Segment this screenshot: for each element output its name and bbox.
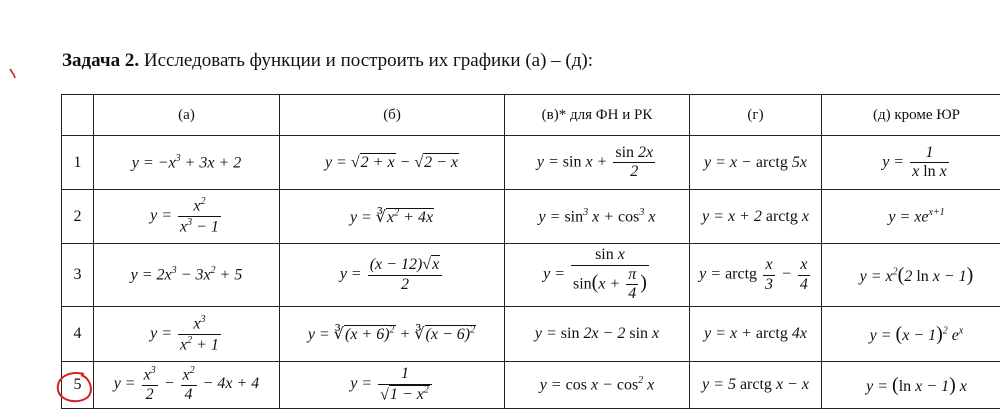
formula-3e: $y = x^2(2$ ln x − 1) xyxy=(822,244,1000,307)
formula-5b: y = $\frac{1}{√1 - x^2}$ xyxy=(280,362,505,409)
header-num xyxy=(62,95,94,136)
formula-1e: y = $\frac{1}{\text{x ln x}}$ xyxy=(822,136,1000,190)
formula-1d: y = x − arctg 5x xyxy=(690,136,822,190)
formula-1a: $y = -x^3 + 3x + 2$ xyxy=(94,136,280,190)
formula-5e: y = (ln x − 1) x xyxy=(822,362,1000,409)
formula-2a: y = $\frac{x^2}{x^3 - 1}$ xyxy=(94,190,280,244)
task-label: Задача 2. xyxy=(62,50,140,71)
header-e: (д) кроме ЮР xyxy=(822,95,1000,136)
formula-5c: $y = \cos x - \cos^2 x$ xyxy=(505,362,690,409)
formula-2c: $y = \sin^3 x + \cos^3 x$ xyxy=(505,190,690,244)
formula-4d: y = x + arctg 4x xyxy=(690,307,822,362)
formula-1b: y = √2 + x − √2 − x xyxy=(280,136,505,190)
formula-5a: y = $\frac{x^3}{2}$ − $\frac{x^2}{4}$ − 4x + 4 xyxy=(94,362,280,409)
formula-4c: y = sin 2x − 2 sin x xyxy=(505,307,690,362)
row-number: 5 xyxy=(62,362,94,409)
table-row xyxy=(62,307,1000,362)
table-row xyxy=(62,362,1000,409)
table-row xyxy=(62,190,1000,244)
task-text: Исследовать функции и построить их графики (а) – (д): xyxy=(143,50,594,71)
row-number: 3 xyxy=(62,244,94,307)
formula-3b: y = $\frac{(x - 12)√x}{2}$ xyxy=(280,244,505,307)
formula-2d: y = x + 2 arctg x xyxy=(690,190,822,244)
red-tick-mark xyxy=(8,66,20,80)
task-title xyxy=(62,50,593,72)
table-row xyxy=(62,136,1000,190)
formula-2b: $y = ∛x^2 + 4x$ xyxy=(280,190,505,244)
formula-2e: $y = xe^{x+1}$ xyxy=(822,190,1000,244)
formula-4a: y = $\frac{x^3}{x^2 + 1}$ xyxy=(94,307,280,362)
header-c: (в)* для ФН и РК xyxy=(505,95,690,136)
task-table xyxy=(61,94,1000,409)
header-d: (г) xyxy=(690,95,822,136)
formula-4b: y = ∛(x + 6)$^2$ + ∛(x − 6)$^2$ xyxy=(280,307,505,362)
table-header-row xyxy=(62,95,1000,136)
formula-3d: y = arctg $\frac{x}{3}$ − $\frac{x}{4}$ xyxy=(690,244,822,307)
formula-3a: $y = 2x^3 - 3x^2 + 5$ xyxy=(94,244,280,307)
row-number: 2 xyxy=(62,190,94,244)
formula-3c: y = sin x sin(x + $\frac{\pi}{4}$ ) xyxy=(505,244,690,307)
formula-1c: y = sin x + $\frac{\sin 2x}{2}$ xyxy=(505,136,690,190)
header-a: (а) xyxy=(94,95,280,136)
table-row xyxy=(62,244,1000,307)
row-number: 1 xyxy=(62,136,94,190)
formula-4e: $y = (x - 1)^2$ $e^x$ xyxy=(822,307,1000,362)
row-number: 4 xyxy=(62,307,94,362)
formula-5d: y = 5 arctg x − x xyxy=(690,362,822,409)
header-b: (б) xyxy=(280,95,505,136)
